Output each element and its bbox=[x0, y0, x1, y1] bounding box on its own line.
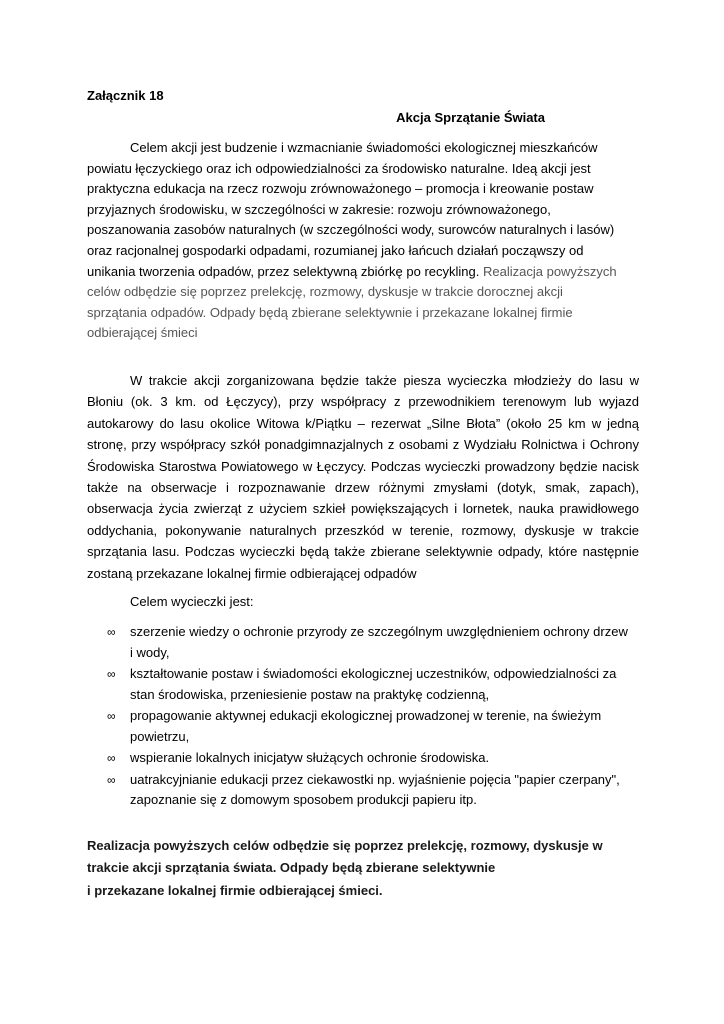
intro-line: oraz racjonalnej gospodarki odpadami, rozumianej jako łańcuch działań począwszy od bbox=[87, 242, 584, 258]
list-item: ∞ wspieranie lokalnych inicjatyw służących ochronie środowiska. bbox=[87, 748, 639, 769]
infinity-bullet-icon: ∞ bbox=[107, 709, 116, 723]
summary-paragraph bbox=[87, 835, 639, 903]
infinity-bullet-icon: ∞ bbox=[107, 625, 116, 639]
intro-line: przyjaznych środowisku, w szczególności w zakresie: rozwoju zrównoważonego, bbox=[87, 201, 551, 217]
intro-line-grey: celów odbędzie się poprzez prelekcję, rozmowy, dyskusje w trakcie dorocznej akcji bbox=[87, 284, 563, 300]
intro-line: praktyczna edukacja na rzecz rozwoju zrównoważonego – promocja i kreowanie postaw bbox=[87, 181, 594, 197]
infinity-bullet-icon: ∞ bbox=[107, 667, 116, 681]
goals-list bbox=[87, 622, 639, 811]
intro-line: poszanowania zasobów naturalnych (w szczególności wody, surowców naturalnych i lasów) bbox=[87, 222, 615, 238]
intro-line: unikania tworzenia odpadów, przez selektywną zbiórkę po recykling. bbox=[87, 263, 480, 279]
list-item: ∞ uatrakcyjnianie edukacji przez ciekawostki np. wyjaśnienie pojęcia "papier czerpany", zapoznanie się z domowym sposobem produkcji papieru itp. bbox=[107, 771, 620, 807]
summary-line: i przekazane lokalnej firmie odbierającej śmieci. bbox=[87, 882, 383, 898]
list-item: ∞ propagowanie aktywnej edukacji ekologicznej prowadzonej w terenie, na świeżym powietrzu, bbox=[107, 708, 602, 744]
infinity-bullet-icon: ∞ bbox=[107, 772, 116, 787]
trip-paragraph-text: W trakcie akcji zorganizowana będzie także piesza wycieczka młodzieży do lasu w Błoniu (ok. 3 km. od Łęczycy), przy współpracy z przewodnikiem terenowym lub wyjazd autokarowy do lasu okolice Witowa k/Piątku – rezerwat „Silne Błota” (około 25 km w jedną stronę, przy współpracy szkół ponadgimnazjalnych z osobami z Wydziału Rolnictwa i Ochrony Środowiska Starostwa Powiatowego w Łęczycy. Podczas wycieczki prowadzony będzie nacisk także na obserwacje i rozpoznawanie drzew różnymi zmysłami (dotyk, smak, zapach), obserwacja życia zwierząt z użyciem szkieł powiększających i lornetek, nauka prawidłowego oddychania, pokonywanie naturalnych przeszkód w terenie, rozmowy, dyskusje w trakcie sprzątania lasu. Podczas wycieczki będą także zbierane selektywnie odpady, które następnie zostaną przekazane lokalnej firmie odbierającej odpadów bbox=[87, 372, 639, 581]
intro-paragraph bbox=[87, 138, 639, 344]
goals-heading: Celem wycieczki jest: bbox=[130, 594, 254, 609]
list-item: ∞ szerzenie wiedzy o ochronie przyrody ze szczególnym uwzględnieniem ochrony drzew i wody, bbox=[107, 624, 628, 660]
summary-line: Realizacja powyższych celów odbędzie się poprzez prelekcję, rozmowy, dyskusje w bbox=[87, 837, 603, 853]
list-item: ∞ kształtowanie postaw i świadomości ekologicznej uczestników, odpowiedzialności za stan środowiska, przeniesienie postaw na praktykę codzienną, bbox=[107, 666, 617, 702]
intro-line-grey: sprzątania odpadów. Odpady będą zbierane selektywnie i przekazane lokalnej firmie bbox=[87, 304, 573, 320]
summary-line: trakcie akcji sprzątania świata. Odpady będą zbierane selektywnie bbox=[87, 860, 496, 875]
infinity-bullet-icon: ∞ bbox=[107, 751, 116, 765]
trip-paragraph bbox=[87, 370, 639, 584]
intro-line: Celem akcji jest budzenie i wzmacnianie świadomości ekologicznej mieszkańców bbox=[130, 140, 598, 155]
intro-line: powiatu łęczyckiego oraz ich odpowiedzialności za środowisko naturalne. Ideą akcji jest bbox=[87, 160, 591, 176]
intro-line-grey: odbierającej śmieci bbox=[87, 325, 198, 341]
intro-line-grey: Realizacja powyższych bbox=[479, 263, 617, 279]
document-title: Akcja Sprzątanie Świata bbox=[396, 110, 545, 125]
document-page bbox=[87, 86, 639, 902]
annex-label: Załącznik 18 bbox=[87, 88, 164, 103]
